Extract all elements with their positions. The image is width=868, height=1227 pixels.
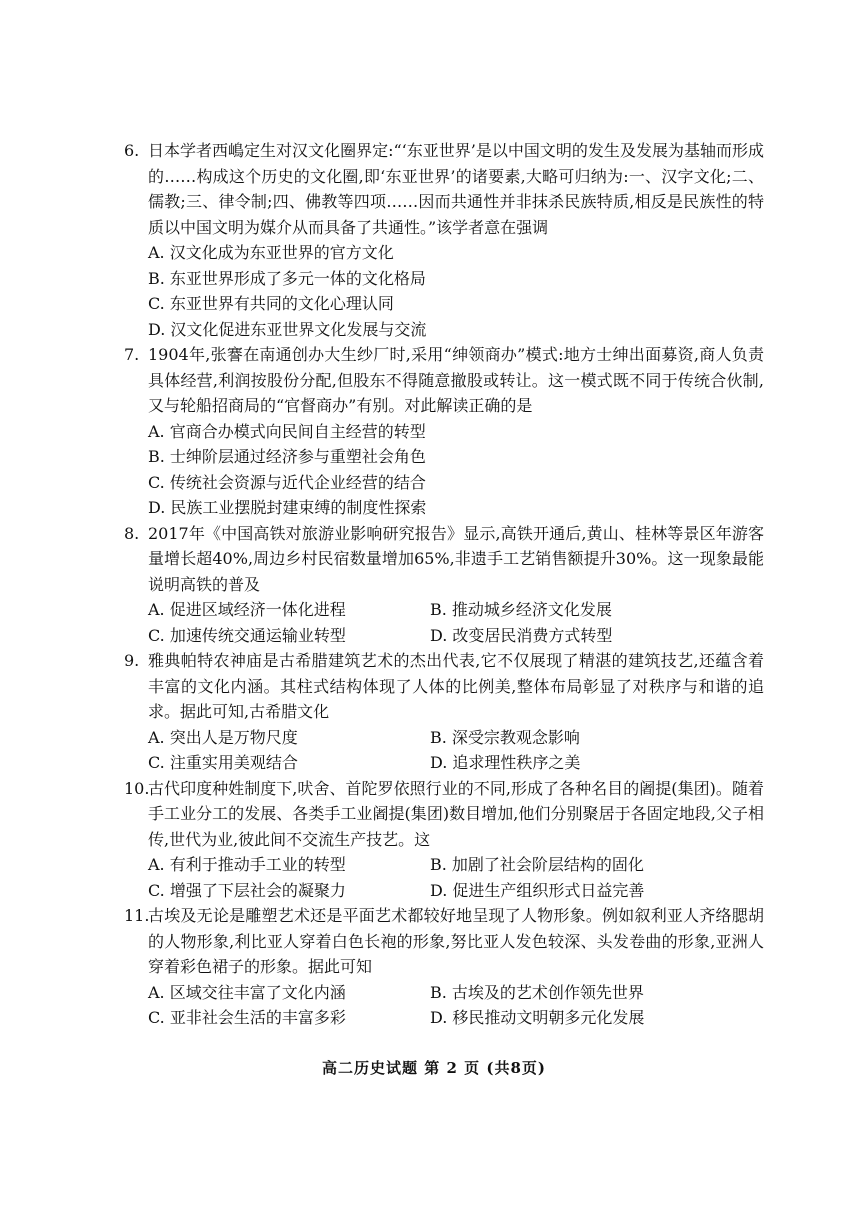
option-c: C. 传统社会资源与近代企业经营的结合 xyxy=(148,472,426,492)
question-stem: 古埃及无论是雕塑艺术还是平面艺术都较好地呈现了人物形象。例如叙利亚人齐络腮胡的人物形象,利比亚人穿着白色长袍的形象,努比亚人发色较深、头发卷曲的形象,亚洲人穿着彩色裙子的形象。据此可知 xyxy=(148,906,764,976)
option-c: C. 增强了下层社会的凝聚力 xyxy=(148,880,346,900)
option-c: C. 注重实用美观结合 xyxy=(148,753,298,772)
option-a: A. 汉文化成为东亚世界的官方文化 xyxy=(148,243,394,262)
question-number: 6. xyxy=(124,141,140,160)
option-d: D. 改变居民消费方式转型 xyxy=(430,625,613,645)
question-10 xyxy=(124,776,764,904)
question-list xyxy=(124,138,764,1031)
question-11 xyxy=(124,903,764,1031)
option-a: A. 有利于推动手工业的转型 xyxy=(148,855,346,874)
question-stem: 1904年,张謇在南通创办大生纱厂时,采用“绅领商办”模式:地方士绅出面募资,商人负责具体经营,利润按股份分配,但股东不得随意撤股或转让。这一模式既不同于传统合伙制,又与轮船招商局的“官督商办”有别。对此解读正确的是 xyxy=(148,345,764,415)
option-c: C. 东亚世界有共同的文化心理认同 xyxy=(148,294,394,313)
question-9 xyxy=(124,648,764,776)
option-d: D. 追求理性秩序之美 xyxy=(430,753,581,772)
question-number: 10. xyxy=(124,778,150,798)
question-stem: 雅典帕特农神庙是古希腊建筑艺术的杰出代表,它不仅展现了精湛的建筑技艺,还蕴含着丰富的文化内涵。其柱式结构体现了人体的比例美,整体布局彰显了对秩序与和谐的追求。据此可知,古希腊文化 xyxy=(148,651,764,721)
question-number: 7. xyxy=(124,345,140,364)
option-c: C. 加速传统交通运输业转型 xyxy=(148,625,346,645)
question-stem: 古代印度种姓制度下,吠舍、首陀罗依照行业的不同,形成了各种名目的阇提(集团)。随着手工业分工的发展、各类手工业阇提(集团)数目增加,他们分别聚居于各固定地段,父子相传,世代为业,彼此间不交流生产技艺。这 xyxy=(148,778,764,849)
option-d: D. 民族工业摆脱封建束缚的制度性探索 xyxy=(148,498,427,517)
question-7 xyxy=(124,342,764,521)
question-8 xyxy=(124,521,764,649)
option-a: A. 区域交往丰富了文化内涵 xyxy=(148,982,346,1002)
option-d: D. 移民推动文明朝多元化发展 xyxy=(430,1008,645,1027)
option-c: C. 亚非社会生活的丰富多彩 xyxy=(148,1008,346,1027)
option-a: A. 官商合办模式向民间自主经营的转型 xyxy=(148,421,426,441)
option-b: B. 东亚世界形成了多元一体的文化格局 xyxy=(148,268,426,288)
option-d: D. 促进生产组织形式日益完善 xyxy=(430,880,645,900)
option-b: B. 士绅阶层通过经济参与重塑社会角色 xyxy=(148,447,426,466)
option-b: B. 推动城乡经济文化发展 xyxy=(430,600,612,619)
question-stem: 2017年《中国高铁对旅游业影响研究报告》显示,高铁开通后,黄山、桂林等景区年游客量增长超40%,周边乡村民宿数量增加65%,非遗手工艺销售额提升30%。这一现象最能说明高铁的普及 xyxy=(148,523,764,594)
option-a: A. 促进区域经济一体化进程 xyxy=(148,600,346,619)
question-stem: 日本学者西嶋定生对汉文化圈界定:“‘东亚世界’是以中国文明的发生及发展为基轴而形成的……构成这个历史的文化圈,即‘东亚世界’的诸要素,大略可归纳为:一、汉字文化;二、儒教;三、律令制;四、佛教等四项……因而共通性并非抹杀民族特质,相反是民族性的特质以中国文明为媒介从而具备了共通性。”该学者意在强调 xyxy=(148,141,764,237)
option-b: B. 加剧了社会阶层结构的固化 xyxy=(430,855,644,874)
page-footer: 高二历史试题 第 2 页 (共8页) xyxy=(322,1059,546,1077)
option-d: D. 汉文化促进东亚世界文化发展与交流 xyxy=(148,319,427,339)
question-number: 9. xyxy=(124,651,140,670)
option-b: B. 古埃及的艺术创作领先世界 xyxy=(430,982,644,1002)
question-6 xyxy=(124,138,764,342)
option-b: B. 深受宗教观念影响 xyxy=(430,727,580,747)
question-number: 8. xyxy=(124,523,140,543)
option-a: A. 突出人是万物尺度 xyxy=(148,727,298,747)
question-number: 11. xyxy=(124,906,150,925)
